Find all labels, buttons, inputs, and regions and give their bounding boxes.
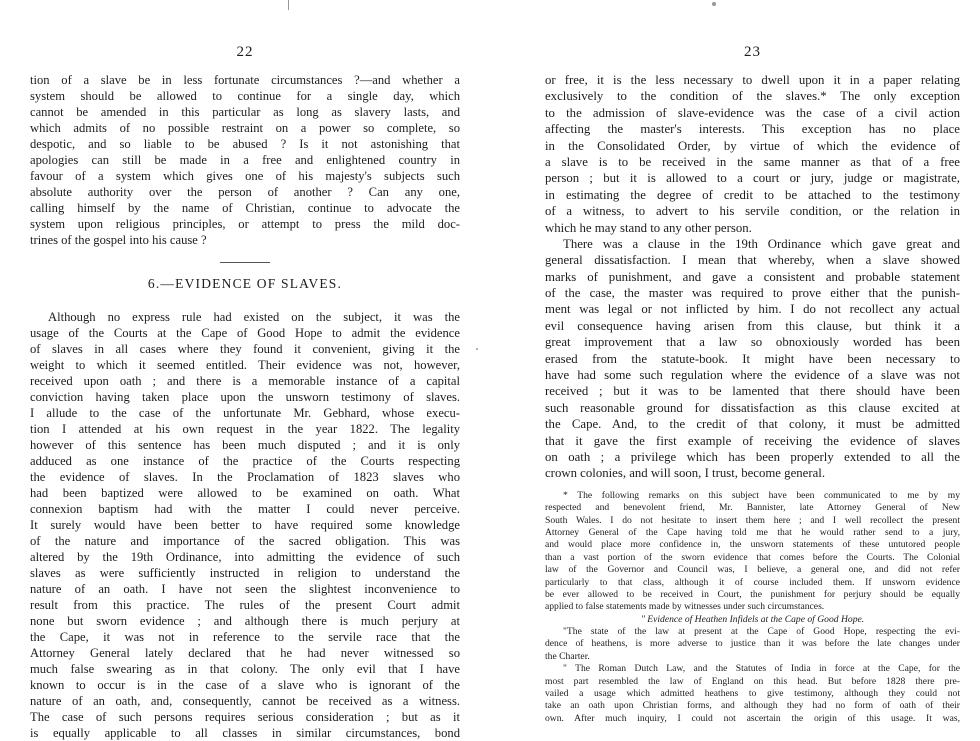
footnote-line: applied to false statements made by witnesses under such circumstances. xyxy=(545,601,825,613)
text-line: of the case, the master was required to prove either that the punish- xyxy=(545,286,960,301)
text-line: result from this practice. The rules of the present Court admit xyxy=(30,598,460,612)
text-line: in the Consolidated Order, by virtue of which the evidence of xyxy=(545,138,960,153)
footnote-line: than a vast portion of the sworn evidence that comes before the Courts. The Colonial xyxy=(545,551,960,563)
left-paragraph-2 xyxy=(30,309,460,741)
text-line: ment was legal or not inflicted by him. I do not recollect any actual xyxy=(545,302,960,317)
text-line: absolute authority over the person of another ? Can any one, xyxy=(30,185,460,199)
page-number-right: 23 xyxy=(744,44,761,60)
footnote-line: particularly to that class, although it of course included them. If unsworn evidence xyxy=(545,576,960,588)
text-line: exclusively to the condition of the slaves.* The only exception xyxy=(545,89,960,104)
footnote-line: dence of heathens, is more adverse to justice than it was before the late changes under xyxy=(545,638,960,650)
text-line: have had some such regulation where the evidence of a slave was not xyxy=(545,368,960,383)
text-line: none but sworn evidence ; and although there is much perjury at xyxy=(30,614,460,628)
text-line: general dissatisfaction. I mean that whereby, when a slave showed xyxy=(545,253,960,268)
text-line: conviction having taken place upon the unsworn testimony of slaves. xyxy=(30,390,460,404)
right-page-body xyxy=(545,72,960,725)
text-line: evil consequence having arisen from this clause, but think it a xyxy=(545,318,960,333)
footnote-line: law of the Governor and Council was, I believe, a general one, and did not refer xyxy=(545,564,960,576)
text-line: of slaves in all cases where they found it convenient, giving it the xyxy=(30,342,460,356)
text-line: the Cape. And, to the credit of that colony, it must be admitted xyxy=(545,417,960,432)
text-line: the Cape, it was not in reference to the servile race that the xyxy=(30,630,460,644)
text-line: had been baptized were allowed to be examined on oath. What xyxy=(30,486,460,500)
scan-mark-top-left xyxy=(288,0,289,10)
text-line: adduced as one instance of the practice of the Courts respecting xyxy=(30,454,460,468)
text-line: tion of a slave be in less fortunate circumstances ?—and whether a xyxy=(30,73,460,87)
text-line: however of this sentence has been much disputed ; and it is only xyxy=(30,438,460,452)
text-line: nature of an oath, and, consequently, cannot be received as a witness. xyxy=(30,694,460,708)
text-line: trines of the gospel into his cause ? xyxy=(30,233,207,247)
footnote-3 xyxy=(545,663,960,725)
footnote-line: " The Roman Dutch Law, and the Statutes of India in force at the Cape, for the xyxy=(563,663,960,675)
footnote-line: Attorney General of the Cape having told me that he would rather send to a jury, xyxy=(545,526,960,538)
text-line: I allude to the case of the unfortunate Mr. Gebhard, whose execu- xyxy=(30,406,460,420)
text-line: tion I attended at his own request in the year 1822. The legality xyxy=(30,422,460,436)
footnote-line: most part resembled the law of England on this head. But before 1828 there pre- xyxy=(545,675,960,687)
footnote-title: " Evidence of Heathen Infidels at the Cape of Good Hope. xyxy=(640,613,865,625)
text-line: such reasonable ground for dissatisfaction as this clause excited at xyxy=(545,400,960,415)
text-line: There was a clause in the 19th Ordinance which gave great and xyxy=(563,236,960,251)
text-line: or free, it is the less necessary to dwell upon it in a paper relating xyxy=(545,73,960,87)
text-line: usage of the Courts at the Cape of Good Hope to admit the evidence xyxy=(30,326,460,340)
footnote-line: be ever allowed to be received in Court, the punishment for perjury should be equally xyxy=(545,588,960,600)
right-paragraph-1 xyxy=(545,72,960,236)
page-number-left: 22 xyxy=(236,44,254,60)
text-line: apologies can still be made in a free and enlightened country in xyxy=(30,153,460,167)
text-line: marks of punishment, and gave a consistent and probable statement xyxy=(545,269,960,284)
text-line: crown colonies, and will soon, I trust, become general. xyxy=(545,466,826,481)
text-line: of the nature and importance of the sacred obligation. This was xyxy=(30,534,460,548)
footnote-line: the Charter. xyxy=(545,650,590,662)
scan-mark-top-right xyxy=(712,2,716,6)
left-paragraph-1 xyxy=(30,72,460,248)
text-line: weight to which it seemed entitled. Their evidence was not, however, xyxy=(30,358,460,372)
text-line: received ; but it was to be lamented that there should have been xyxy=(545,384,960,399)
footnote-line: South Wales. I do not hesitate to insert them here ; and I well recollect the present xyxy=(545,514,960,526)
text-line: system upon religious principles, or attempt to press the mild doc- xyxy=(30,217,460,231)
text-line: person ; but it is allowed to a court or jury, judge or magistrate, xyxy=(545,171,960,186)
footnote-line: vailed a usage which admitted heathens to give testimony, although they could not xyxy=(545,688,960,700)
text-line: Although no express rule had existed on the subject, it was the xyxy=(48,310,460,324)
section-divider xyxy=(220,262,270,263)
footnote-line: own. After much inquiry, I could not ascertain the origin of this usage. It was, xyxy=(545,712,960,724)
text-line: despotic, and so liable to be abused ? Is it not astonishing that xyxy=(30,137,460,151)
text-line: which admits of no possible restraint on a power so complete, so xyxy=(30,121,460,135)
text-line: much false swearing as in that colony. The only evil that I have xyxy=(30,662,460,676)
text-line: the evidence of slaves. In the Proclamation of 1823 slaves who xyxy=(30,470,460,484)
text-line: system should be allowed to continue for a single day, which xyxy=(30,89,460,103)
text-line: to the admission of slave-evidence was the case of a civil action xyxy=(545,105,960,120)
section-heading: 6.—EVIDENCE OF SLAVES. xyxy=(147,276,343,291)
footnote-line: take an oath upon Christian forms, and although they had no form of oath of their xyxy=(545,700,960,712)
text-line: which he may stand to any other person. xyxy=(545,220,752,235)
text-line: affecting the master's interests. This exception has no place xyxy=(545,122,960,137)
footnote-2 xyxy=(545,626,960,663)
text-line: altered by the 19th Ordinance, into admitting the evidence of such xyxy=(30,550,460,564)
footnote-line: * The following remarks on this subject have been communicated to me by my xyxy=(563,489,960,501)
text-line: that it gave the first example of receiving the evidence of slaves xyxy=(545,433,960,448)
text-line: of a witness, to advert to his servile condition, or the relation in xyxy=(545,204,960,219)
text-line: great improvement that a law so obnoxiously worded has been xyxy=(545,335,960,350)
text-line: erased from the statute-book. It might have been necessary to xyxy=(545,351,960,366)
text-line: on oath ; a privilege which has been properly extended to all the xyxy=(545,449,960,464)
footnote-line: and would place more confidence in, the unsworn statements of these untutored people xyxy=(545,539,960,551)
text-line: slaves as were sufficiently instructed in religion to understand the xyxy=(30,566,460,580)
scan-speck xyxy=(476,348,478,350)
text-line: Attorney General lately declared that he had never witnessed so xyxy=(30,646,460,660)
text-line: connexion baptism had with the matter I could never perceive. xyxy=(30,502,460,516)
right-paragraph-2 xyxy=(545,236,960,482)
text-line: The case of such persons requires serious consideration ; but as it xyxy=(30,710,460,724)
text-line: calling himself by the name of Christian, continue to advocate the xyxy=(30,201,460,215)
text-line: cannot be amended in this particular as long as slavery lasts, and xyxy=(30,105,460,119)
text-line: It surely would have been better to have required some knowledge xyxy=(30,518,460,532)
text-line: known to occur is in the case of a slave who is ignorant of the xyxy=(30,678,460,692)
footnote-1 xyxy=(545,490,960,614)
text-line: in estimating the degree of credit to be attached to the testimony xyxy=(545,187,960,202)
footnote-line: "The state of the law at present at the Cape of Good Hope, respecting the evi- xyxy=(563,626,960,638)
text-line: is equally applicable to all classes in similar circumstances, bond xyxy=(30,726,460,740)
text-line: favour of a system which gives one of his majesty's subjects such xyxy=(30,169,460,183)
text-line: received upon oath ; and there is a memorable instance of a capital xyxy=(30,374,460,388)
footnote-separator xyxy=(545,482,960,490)
left-page-body xyxy=(30,72,460,741)
text-line: nature of an oath. I have not seen the slightest inconvenience to xyxy=(30,582,460,596)
footnote-line: respected and benevolent friend, Mr. Bannister, late Attorney General of New xyxy=(545,502,960,514)
text-line: a slave is to be received in the same manner as that of a free xyxy=(545,154,960,169)
